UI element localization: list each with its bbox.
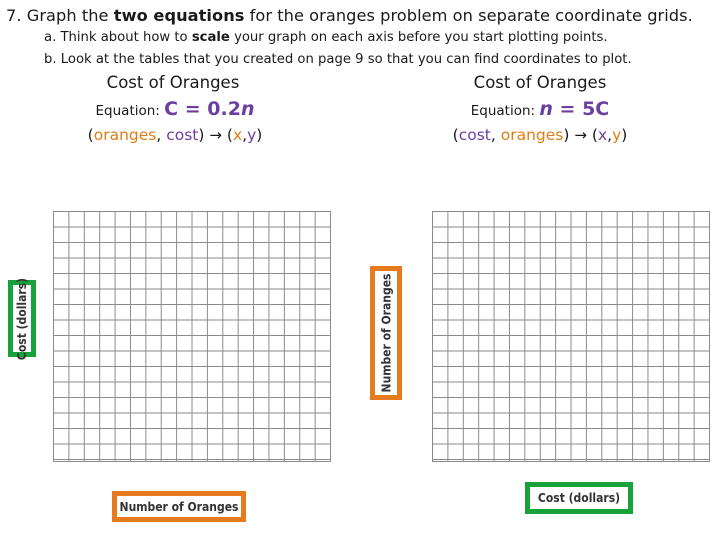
right-equation-equals: = xyxy=(552,98,583,120)
right-equation-variable: C xyxy=(595,98,610,120)
instruction-a-bold: scale xyxy=(191,30,230,45)
left-graph-title: Cost of Oranges xyxy=(106,73,240,92)
question-number: 7. xyxy=(6,6,22,25)
right-xy-close: ) xyxy=(621,126,628,144)
left-equation-equals: = xyxy=(178,98,208,120)
right-pair-first: cost xyxy=(458,126,491,144)
right-xy-sep: , xyxy=(607,126,613,144)
instruction-b: b. Look at the tables that you created on page 9 so that you can find coordinates to plot. xyxy=(44,52,632,67)
right-x-axis-label: Cost (dollars) xyxy=(537,491,621,505)
left-arrow-icon: → xyxy=(209,126,222,144)
right-y-axis-label: Number of Oranges xyxy=(379,273,393,393)
left-xy-close: ) xyxy=(256,126,263,144)
right-equation xyxy=(450,98,630,120)
question-text-bold: two equations xyxy=(113,6,245,25)
right-equation-coefficient: 5 xyxy=(582,98,596,120)
right-pair-second: oranges xyxy=(500,126,564,144)
right-pair-open: ( xyxy=(452,126,459,144)
right-arrow-icon: → xyxy=(574,126,587,144)
left-equation-variable: n xyxy=(240,98,255,120)
left-equation-expression xyxy=(164,98,254,120)
left-equation xyxy=(80,98,270,120)
instruction-a xyxy=(44,30,608,45)
left-x-axis-label: Number of Oranges xyxy=(119,499,239,514)
left-xy-y: y xyxy=(247,126,257,144)
left-equation-lhs: C xyxy=(164,98,179,120)
instruction-a-prefix: a. Think about how to xyxy=(44,30,188,45)
left-pair-sep: , xyxy=(156,126,167,144)
left-pair-open: ( xyxy=(87,126,94,144)
question-title xyxy=(6,6,693,25)
question-text-before: Graph the xyxy=(26,6,109,25)
left-xy-sep: , xyxy=(242,126,248,144)
right-coordinate-pair xyxy=(445,126,635,144)
left-x-axis-label-box xyxy=(112,491,246,522)
left-coordinate-pair xyxy=(80,126,270,144)
left-pair-second: cost xyxy=(166,126,199,144)
right-xy-y: y xyxy=(612,126,622,144)
left-pair-close: ) xyxy=(198,126,205,144)
right-equation-label: Equation: xyxy=(470,103,536,119)
left-y-axis-label-box xyxy=(8,277,36,360)
right-graph-title: Cost of Oranges xyxy=(473,73,607,92)
left-y-axis-label: Cost (dollars) xyxy=(15,277,30,360)
instruction-a-suffix: your graph on each axis before you start plotting points. xyxy=(234,30,608,45)
left-xy-open: ( xyxy=(221,126,233,144)
left-equation-label: Equation: xyxy=(95,103,160,119)
right-y-axis-label-box xyxy=(370,266,402,400)
right-xy-x: x xyxy=(597,126,608,144)
right-xy-open: ( xyxy=(586,126,598,144)
right-equation-lhs: n xyxy=(539,98,553,120)
right-coordinate-grid[interactable] xyxy=(432,211,710,462)
right-pair-close: ) xyxy=(563,126,570,144)
right-equation-expression xyxy=(539,98,609,120)
right-pair-sep: , xyxy=(490,126,501,144)
left-xy-x: x xyxy=(232,126,243,144)
right-x-axis-label-box xyxy=(525,482,633,514)
left-equation-coefficient: 0.2 xyxy=(207,98,241,120)
question-text-after: for the oranges problem on separate coordinate grids. xyxy=(249,6,693,25)
left-pair-first: oranges xyxy=(93,126,157,144)
left-coordinate-grid[interactable] xyxy=(53,211,331,462)
